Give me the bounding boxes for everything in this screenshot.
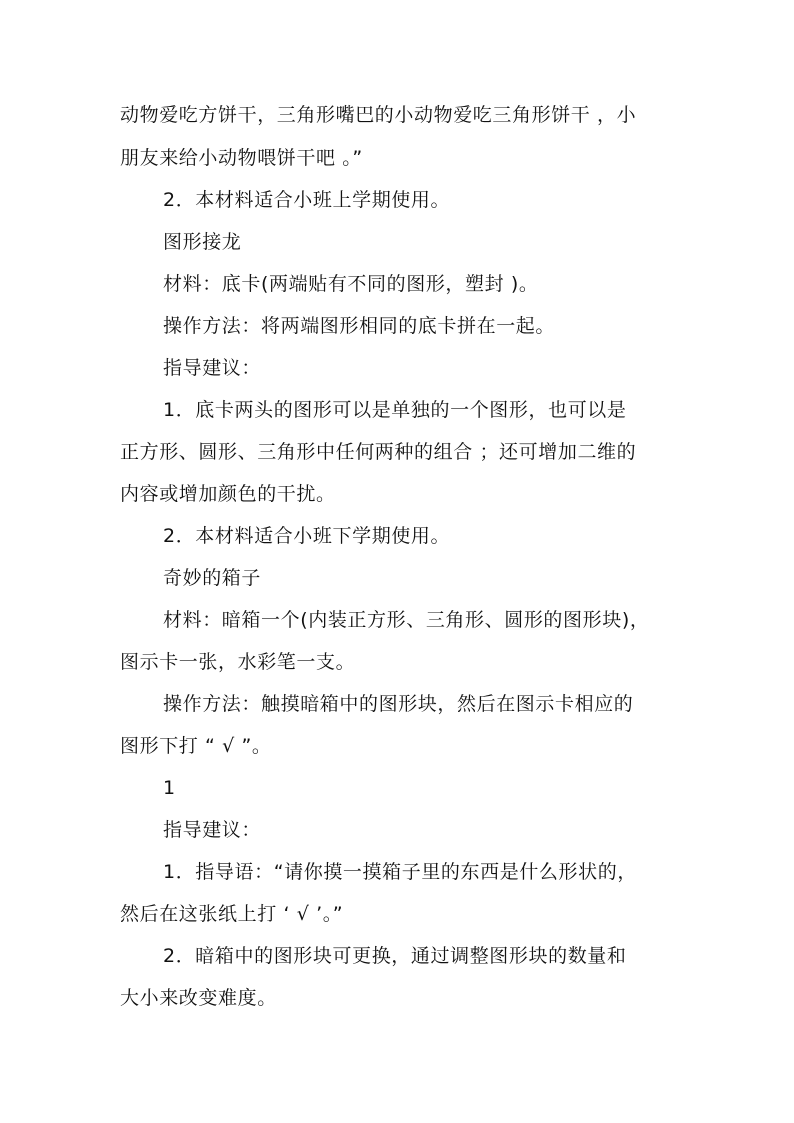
paragraph-line: 指导建议：	[163, 357, 262, 379]
paragraph-line: 图示卡一张，水彩笔一支。	[120, 651, 356, 673]
paragraph-line: 指导建议：	[163, 819, 262, 841]
paragraph-line: 2．暗箱中的图形块可更换，通过调整图形块的数量和	[163, 945, 627, 967]
paragraph-line: 1．底卡两头的图形可以是单独的一个图形，也可以是	[163, 399, 627, 421]
page-number: 1	[163, 777, 176, 799]
paragraph-line: 材料：底卡(两端贴有不同的图形，塑封 )。	[163, 273, 539, 295]
paragraph-line: 2．本材料适合小班上学期使用。	[163, 189, 451, 211]
paragraph-line: 材料：暗箱一个(内装正方形、三角形、圆形的图形块)，	[163, 609, 650, 631]
paragraph-line: 操作方法：触摸暗箱中的图形块，然后在图示卡相应的	[163, 693, 634, 715]
section-heading: 图形接龙	[163, 231, 242, 253]
paragraph-line: 朋友来给小动物喂饼干吧 。”	[120, 147, 363, 169]
section-heading: 奇妙的箱子	[163, 567, 262, 589]
paragraph-line: 内容或增加颜色的干扰。	[120, 483, 336, 505]
paragraph-line: 然后在这张纸上打 ‘ √ ’。”	[120, 903, 344, 925]
paragraph-line: 图形下打 “ √ ”。	[120, 735, 272, 757]
paragraph-line: 正方形、圆形、三角形中任何两种的组合 ；还可增加二维的	[120, 441, 637, 463]
paragraph-line: 2．本材料适合小班下学期使用。	[163, 525, 451, 547]
paragraph-line: 大小来改变难度。	[120, 987, 277, 1009]
paragraph-line: 操作方法：将两端图形相同的底卡拼在一起。	[163, 315, 556, 337]
paragraph-line: 1．指导语：“请你摸一摸箱子里的东西是什么形状的，	[163, 861, 637, 883]
paragraph-line: 动物爱吃方饼干，三角形嘴巴的小动物爱吃三角形饼干 ，小	[120, 104, 637, 126]
